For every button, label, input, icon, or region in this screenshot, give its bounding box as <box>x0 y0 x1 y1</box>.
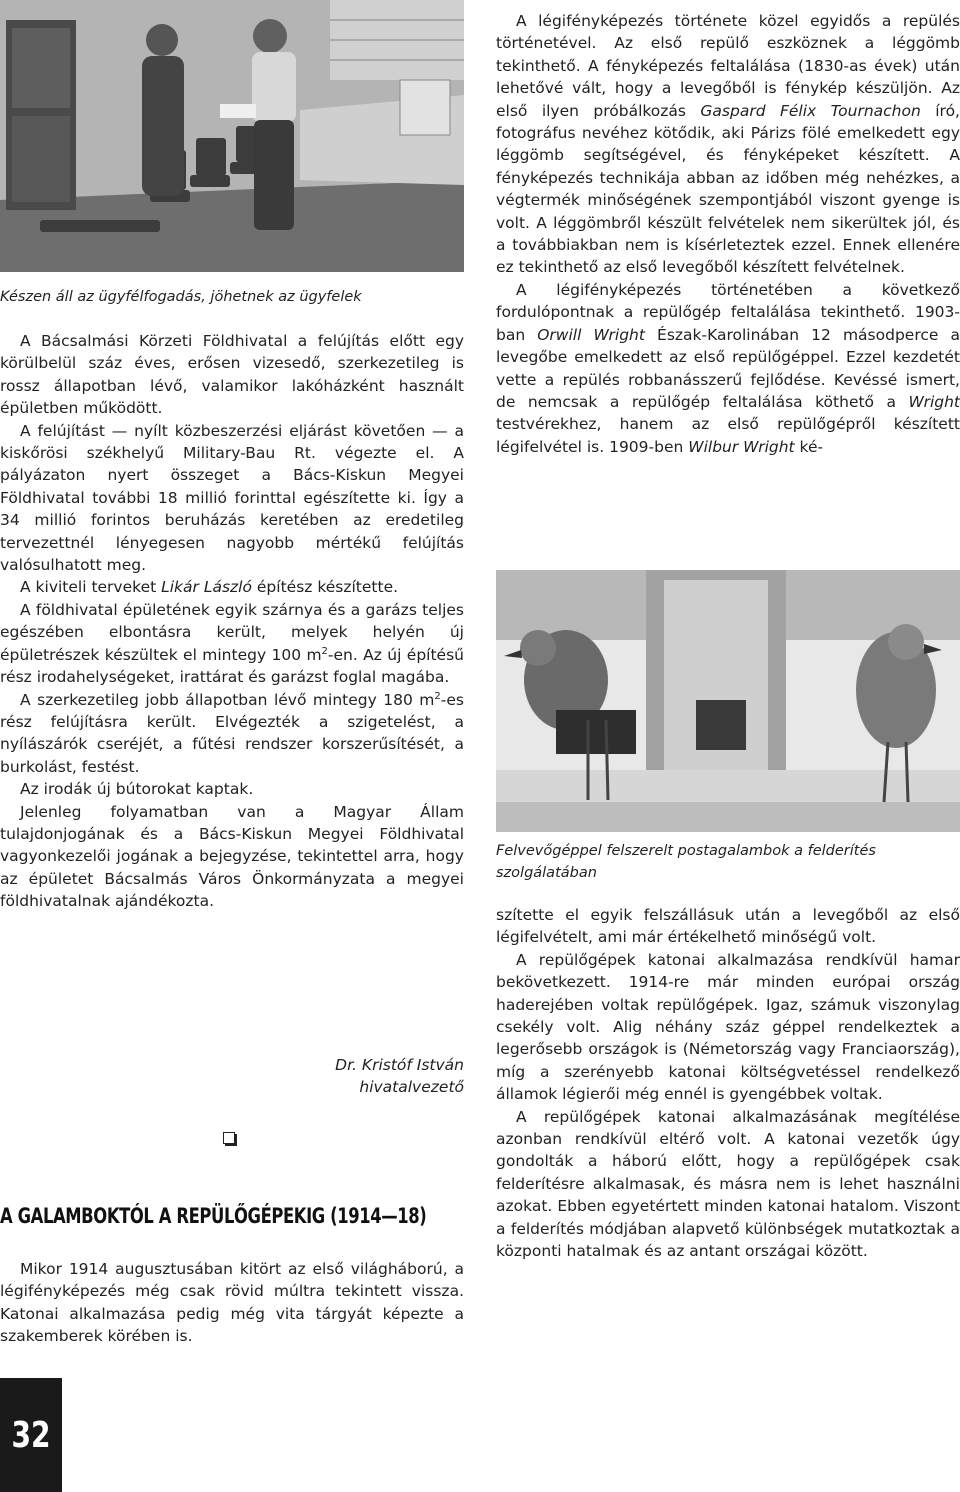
article-intro <box>0 1258 464 1348</box>
paragraph: A földhivatal épületének egyik szárnya és a garázs teljes egészében elbontásra került, melyek helyén új épületrészek készültek el mintegy 100 $m^2-en$. Az új építésű rész irodahelységeket, irattárat és garázst foglal magába. <box>0 600 464 687</box>
paragraph: A repülőgépek katonai alkalmazása rendkívül hamar bekövetkezett. 1914-re már minden európai ország haderejében voltak repülőgépek. Igaz, számuk viszonylag csekély volt. Alig néhány száz géppel rendelkeztek a legerősebb országok is (Németország vagy Franciaország), míg a szerényebb katonai költségvetéssel rendelkező államok légierői még ennél is gyengébbek voltak. <box>496 950 960 1104</box>
pigeon-photo <box>496 570 960 832</box>
person-name: Orwill Wright <box>537 325 645 344</box>
paragraph: Mikor 1914 augusztusában kitört az első világháború, a légifényképezés még csak rövid múltra tekintett vissza. Katonai alkalmazása pedig még vita tárgyát képezte a szakemberek körében is. <box>0 1260 464 1346</box>
paragraph: A Bácsalmási Körzeti Földhivatal a felújítás előtt egy körülbelül száz éves, erősen vizesedő, szerkezetileg is rossz állapotban lévő, valamikor lakóházként használt épületben működött. <box>0 332 464 418</box>
person-name: Gaspard Félix Tournachon <box>700 101 921 120</box>
person-name: Wright <box>908 392 960 411</box>
signature <box>0 1054 464 1099</box>
article-body-right-top <box>496 10 960 458</box>
paragraph: A szerkezetileg jobb állapotban lévő mintegy 180 $m^2-es$ rész felújításra került. Elvégezték a szigetelést, a nyílászárók cseréjét, a fűtési rendszer korszerűsítését, a burkolást, festést. <box>0 690 464 776</box>
article-body-left <box>0 330 464 913</box>
paragraph: A légifényképezés története közel egyidős a repülés történetével. Az első repülő eszköznek a léggömb tekinthető. A fényképezés feltalálása (1830-as évek) után lehetővé vált, hogy a levegőből is fénykép készüljön. Az első ilyen próbálkozás Gaspard Félix Tournachon író, fotográfus nevéhez kötődik, aki Párizs fölé emelkedett egy léggömb segítségével, és fényképeket készített. A fényképezés technikája abban az időben még nehézkes, a végtermék minőségének szempontjából viszont gyenge is volt. A léggömbről készült felvételek nem sikerültek jól, és a továbbiakban nem is kísérleteztek ezzel. Ennek ellenére ez tekinthető az első levegőből készített felvételnek. <box>496 12 960 277</box>
office-photo <box>0 0 464 272</box>
paragraph: Jelenleg folyamatban van a Magyar Állam tulajdonjogának és a Bács-Kiskun Megyei Földhivatal vagyonkezelői jogának a bejegyzése, tekintettel arra, hogy az épületet Bácsalmás Város Önkormányzata a megyei földhivatalnak ajándékozta. <box>0 802 464 911</box>
paragraph: A légifényképezés történetében a következő fordulópontnak a repülőgép feltalálása tekinthető. 1903-ban Orwill Wright Észak-Karolinában 12 másodperce a levegőbe emelkedett az első repülőgéppel. Ezzel kezdetét vette a repülés robbanásszerű fejlődése. Kevéssé ismert, de nemcsak a repülőgép feltalálása köthető a Wright testvérekhez, hanem az első repülőgépről készített légifelvétel is. 1909-ben Wilbur Wright ké- <box>496 280 960 456</box>
person-name: Wilbur Wright <box>688 437 795 456</box>
architect-name: Likár László <box>161 578 252 597</box>
photo-caption-office: Készen áll az ügyfélfogadás, jöhetnek az ügyfelek <box>0 289 362 305</box>
signature-name: Dr. Kristóf István <box>335 1056 464 1074</box>
article-body-right-bottom <box>496 904 960 1263</box>
paragraph: A kiviteli terveket Likár László építész készítette. <box>20 578 399 597</box>
paragraph: A felújítást — nyílt közbeszerzési eljárást követően — a kiskőrösi székhelyű Military-Bau Rt. végezte el. A pályázaton nyert összeget a Bács-Kiskun Megyei Földhivatal további 18 millió forinttal egészítette ki. Így a 34 millió forintos beruházás keretében az eredetileg tervezettnél lényegesen nagyobb mértékű felújítás valósulhatott meg. <box>0 421 464 575</box>
paragraph: szítette el egyik felszállásuk után a levegőből az első légifelvételt, ami már értékelhető minőségű volt. <box>496 906 960 947</box>
section-title: A GALAMBOKTÓL A REPÜLŐGÉPEKIG (1914—18) <box>0 1204 427 1228</box>
right-column <box>496 0 960 458</box>
photo-caption-pigeons: Felvevőgéppel felszerelt postagalambok a felderítés szolgálatában <box>496 843 876 881</box>
paragraph: Az irodák új bútorokat kaptak. <box>20 780 254 799</box>
end-mark-icon <box>223 1132 235 1144</box>
left-column <box>0 0 464 913</box>
signature-title: hivatalvezető <box>359 1078 464 1097</box>
page-number: 32 <box>0 1378 62 1492</box>
paragraph: A repülőgépek katonai alkalmazásának megítélése azonban rendkívül eltérő volt. A katonai vezetők úgy gondolták a háború előtt, hogy a repülőgépek csak felderítésre alkalmasak, és másra nem is lehet használni azokat. Ebben egyetértett minden katonai hatalom. Viszont a felderítés módjában alapvető különbségek mutatkoztak a központi hatalmak és az antant országai között. <box>496 1107 960 1261</box>
